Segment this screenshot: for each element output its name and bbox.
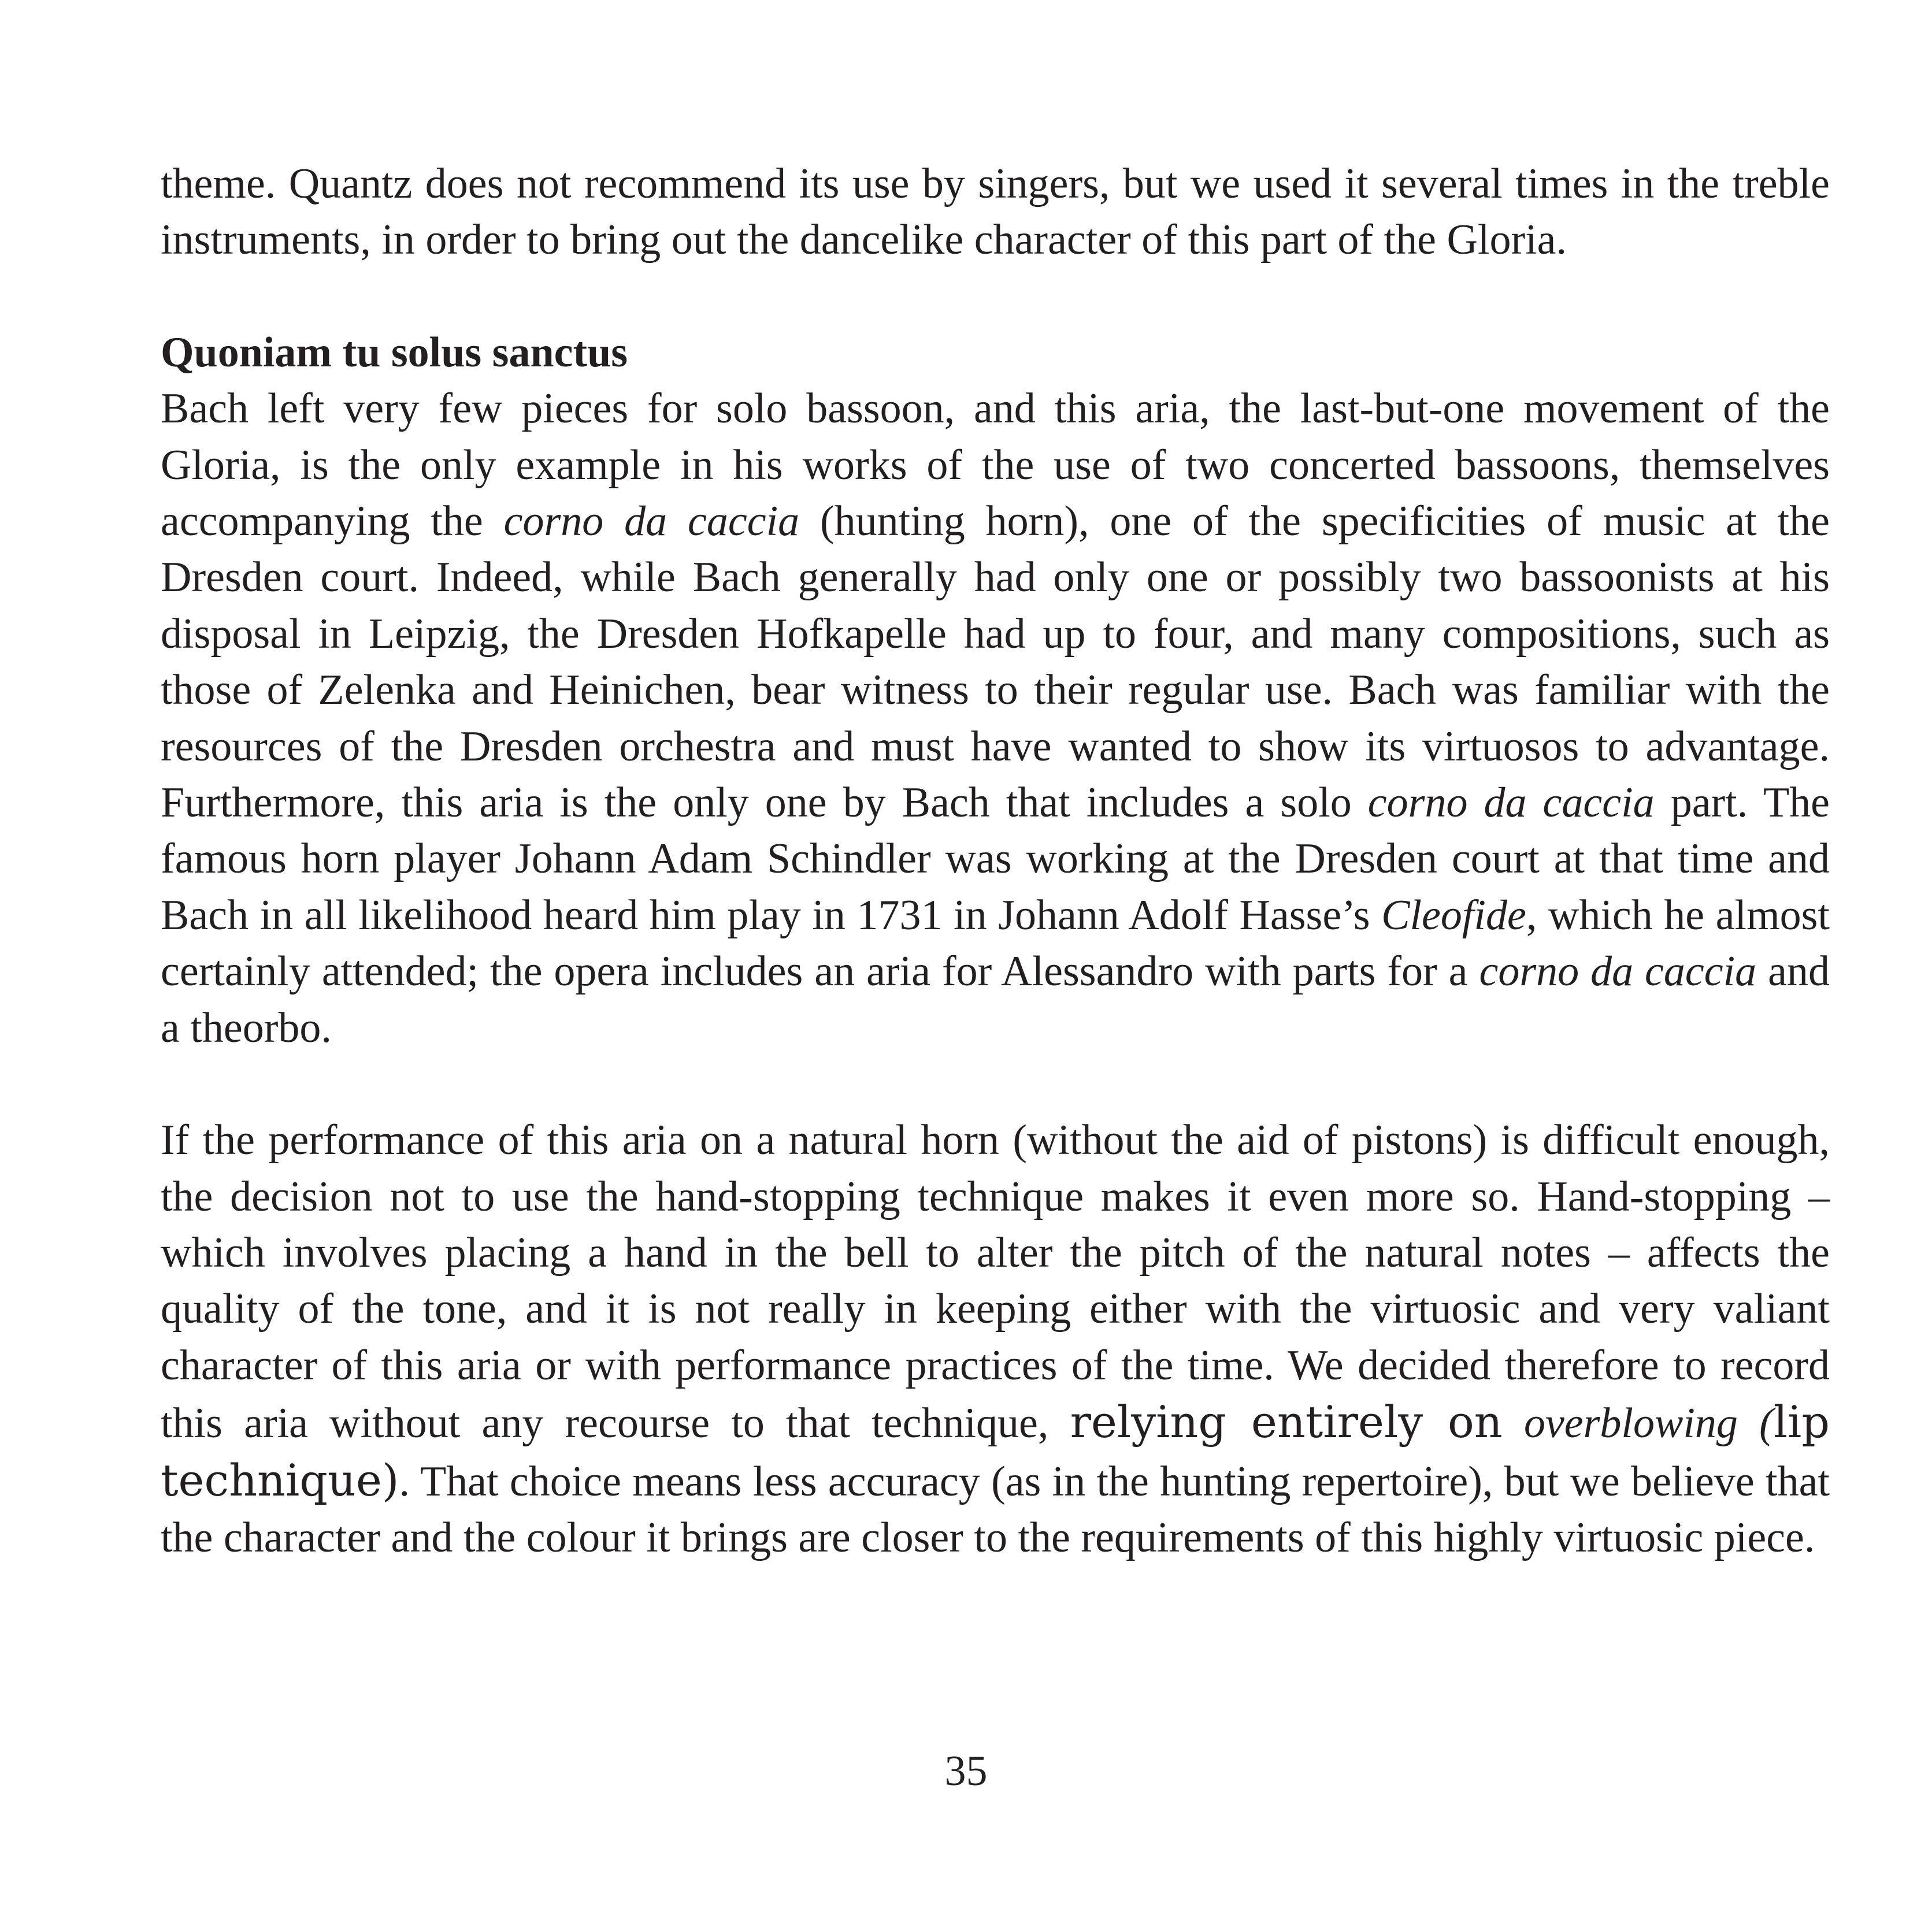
- p1-text-3: part. The famous horn player Johann Adam Schindler was working at the Dresden court at that time and Bach in all likelihood heard him play in 1731 in Johann Adolf Hasse’s: [161, 779, 1830, 939]
- p1-italic-2: corno da caccia: [1367, 779, 1655, 827]
- p2-larger-2: lip technique): [161, 1396, 1830, 1506]
- section-heading: Quoniam tu solus sanctus: [161, 328, 628, 376]
- p1-text-5: and a theorbo.: [161, 948, 1830, 1052]
- p1-text-1: Bach left very few pieces for solo bassoon, and this aria, the last-but-one movement of the Gloria, is the only example in his works of the use of two concerted bassoons, themselves accompanying the: [161, 385, 1830, 546]
- p1-italic-4: corno da caccia: [1479, 948, 1757, 996]
- intro-text: theme. Quantz does not recommend its use by singers, but we used it several times in the treble instruments, in order to bring out the dancelike character of this part of the Gloria.: [161, 160, 1830, 264]
- paragraph-gap: [161, 269, 1830, 325]
- p2-larger-1: relying entirely on: [1070, 1396, 1503, 1448]
- p1-text-2: (hunting horn), one of the specificities of music at the Dresden court. Indeed, while Bach generally had only one or possibly two bassoonists at his disposal in Leipzig, the Dresden Hofkapelle had up to four, and many compositions, such as those of Zelenka and Heinichen, bear witness to their regular use. Bach was familiar with the resources of the Dresden orchestra and must have wanted to show its virtuosos to advantage. Furthermore, this aria is the only one by Bach that includes a solo: [161, 498, 1830, 827]
- section-paragraph-1: [161, 381, 1830, 1056]
- p2-italic-1: overblowing (: [1523, 1400, 1774, 1448]
- p2-text-1: If the performance of this aria on a natural horn (without the aid of pistons) is difficult enough, the decision not to use the hand-stopping technique makes it even more so. Hand-stopping – which involves placing a hand in the bell to alter the pitch of the natural notes – affects the quality of the tone, and it is not really in keeping either with the virtuosic and very valiant character of this aria or with performance practices of the time. We decided therefore to record this aria without any recourse to that technique,: [161, 1116, 1830, 1448]
- p1-italic-1: corno da caccia: [503, 498, 800, 546]
- p2-text-2: . That choice means less accuracy (as in the hunting repertoire), but we believe that the character and the colour it brings are closer to the requirements of this highly virtuosic piece.: [161, 1457, 1830, 1561]
- paragraph-gap: [161, 1056, 1830, 1112]
- p1-text-4: , which he almost certainly attended; the opera includes an aria for Alessandro with parts for a: [161, 891, 1830, 996]
- p1-italic-3: Cleofide: [1381, 891, 1526, 939]
- section-paragraph-2: [161, 1112, 1830, 1566]
- intro-paragraph: [161, 156, 1830, 269]
- body-text: [161, 156, 1830, 1566]
- page-number: 35: [944, 1747, 988, 1795]
